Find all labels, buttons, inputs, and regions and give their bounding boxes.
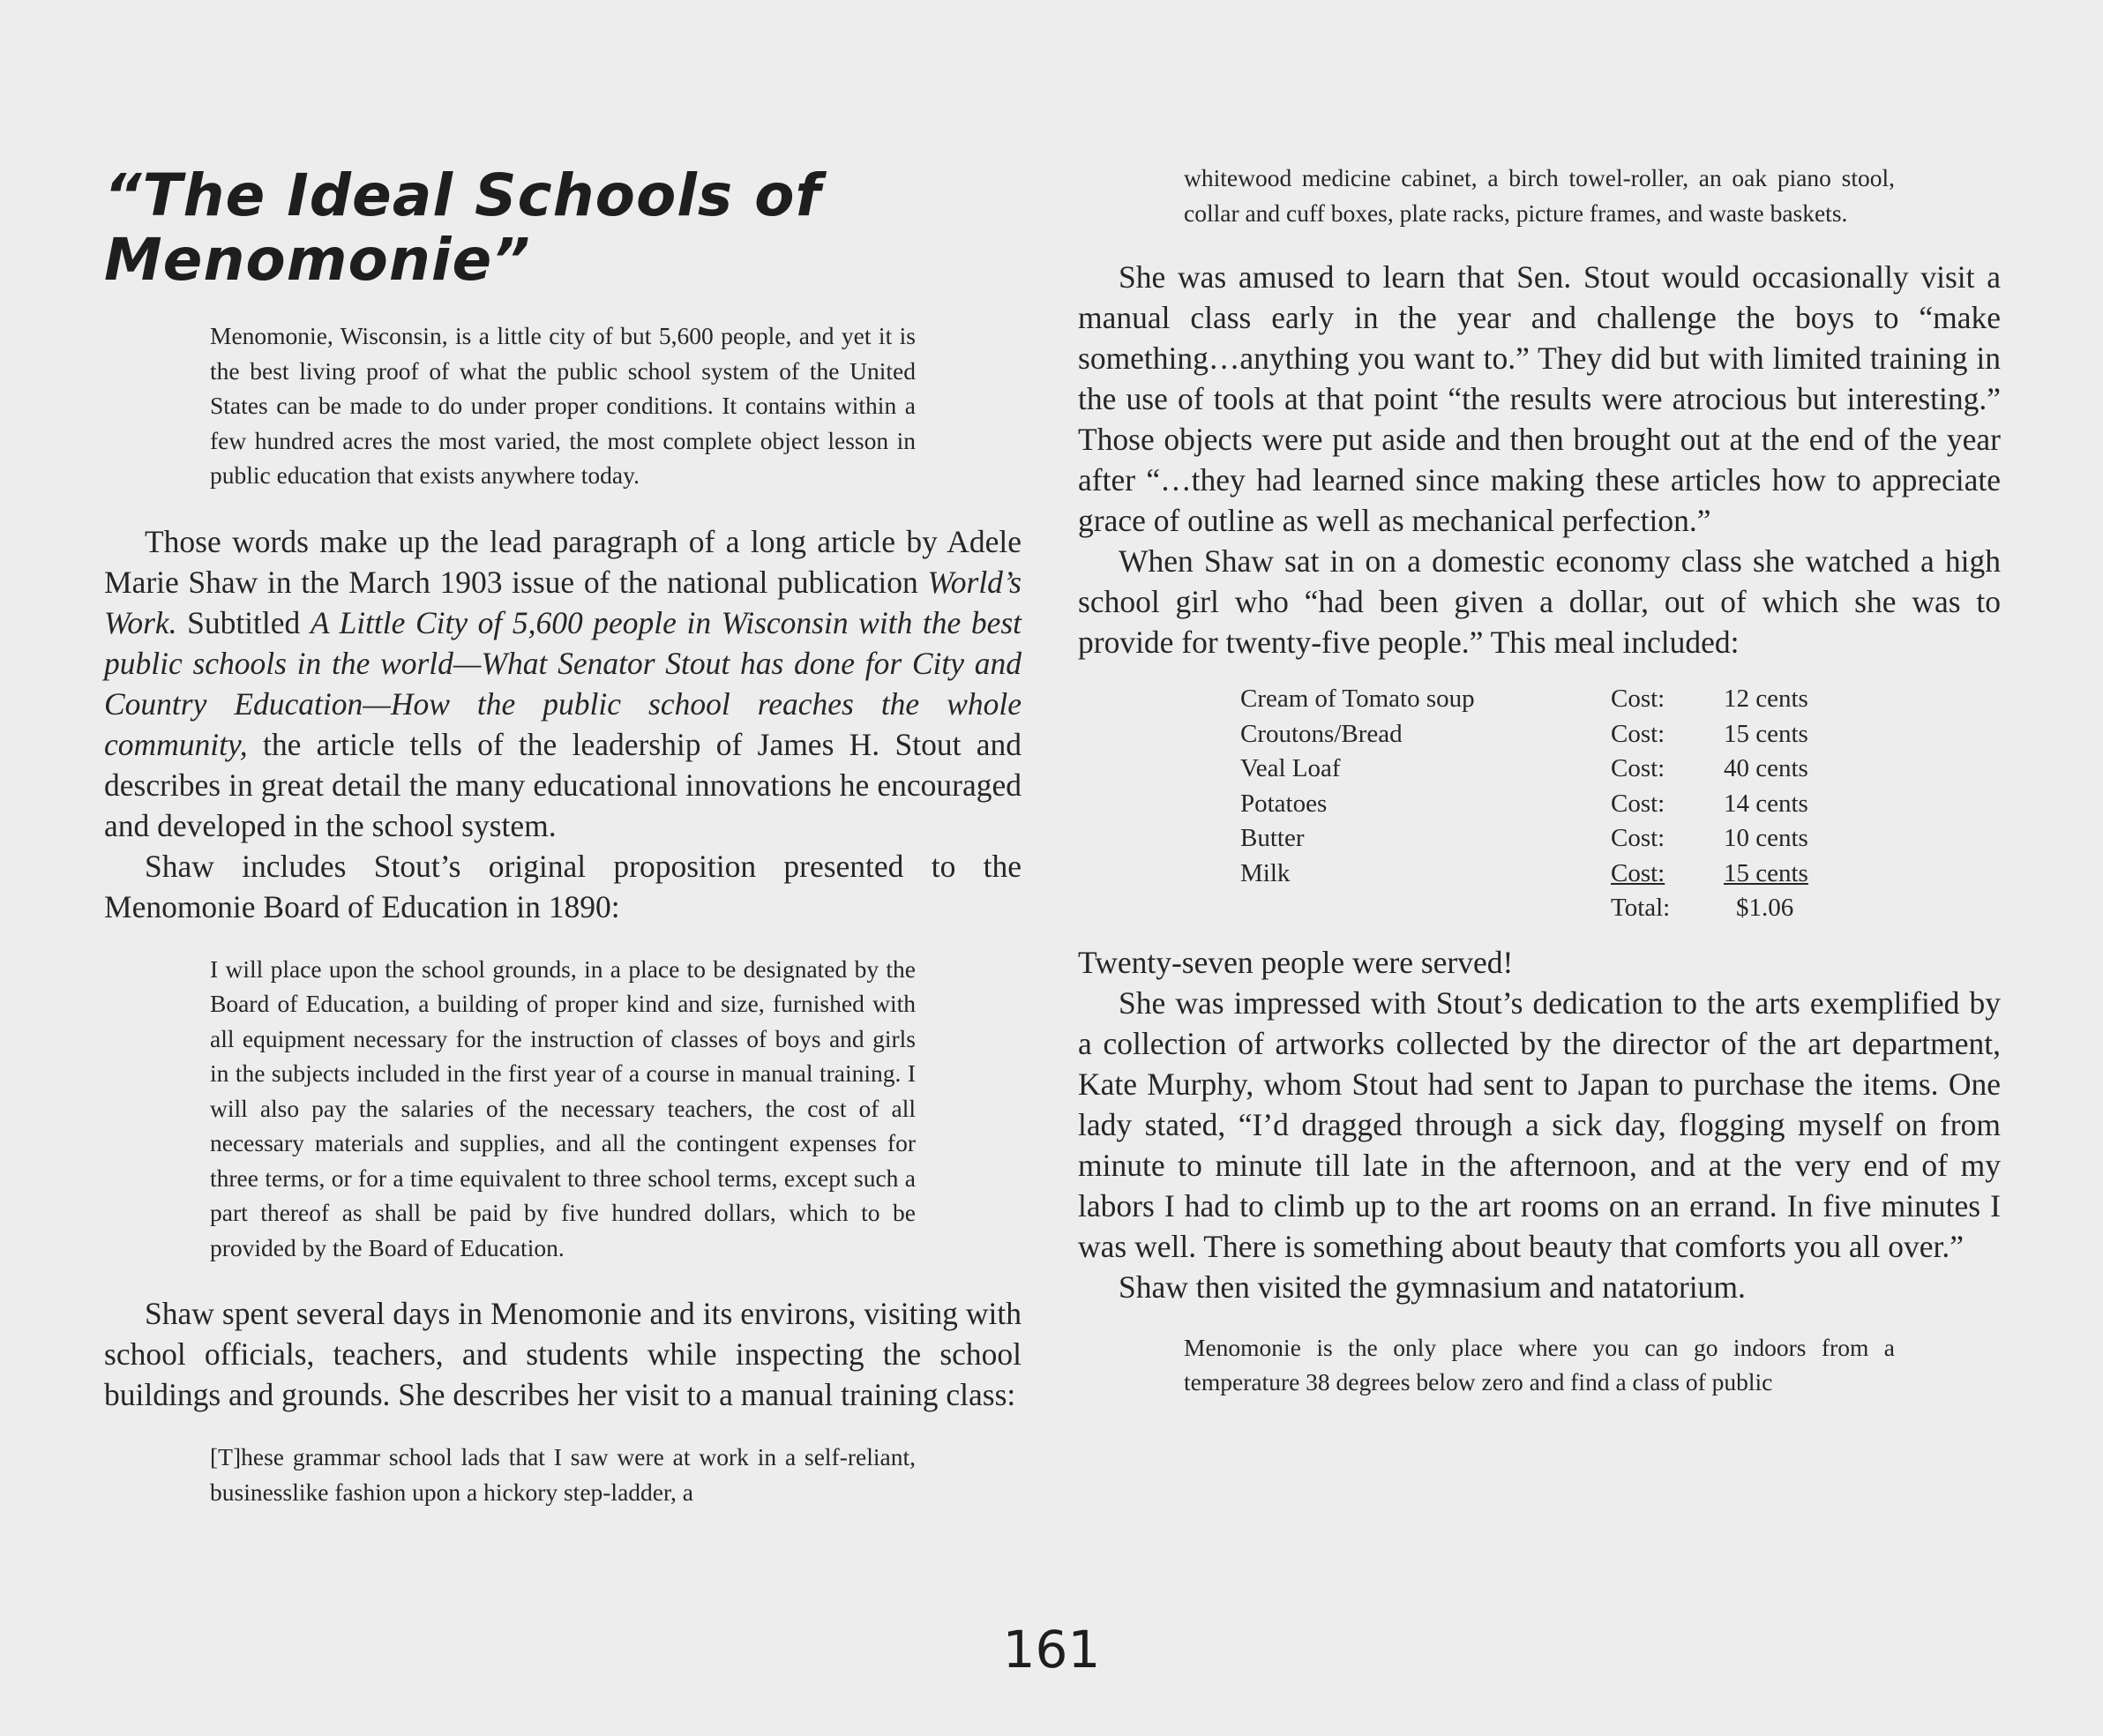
- meal-item: Veal Loaf: [1240, 754, 1341, 782]
- cost-label: Cost:: [1611, 754, 1665, 782]
- paragraph-served: Twenty-seven people were served!: [1078, 944, 1514, 980]
- chapter-title: “The Ideal Schools of Menomonie”: [104, 161, 822, 294]
- cost-label-text: Cost:: [1611, 858, 1665, 887]
- cost-amount: 12 cents: [1724, 685, 1808, 713]
- meal-cost-table: [1240, 682, 1851, 926]
- page-number: 161: [1002, 1620, 1101, 1680]
- table-row: [1240, 857, 1851, 892]
- table-row-total: [1240, 891, 1851, 926]
- table-row: [1240, 717, 1851, 752]
- total-amount: $1.06: [1736, 894, 1794, 922]
- meal-item: Milk: [1240, 858, 1291, 887]
- table-row: [1240, 682, 1851, 717]
- paragraph-arts: She was impressed with Stout’s dedication to the arts exemplified by a collection of artworks collected by the director of the art department, Kate Murphy, whom Stout had sent to Japan to purchase the items. One lady stated, “I’d dragged through a sick day, flogging myself on from minute to minute till late in the afternoon, and at the very end of my labors I had to climb up to the art rooms on an errand. In five minutes I was well. There is something about beauty that comforts you all over.”: [1078, 984, 2001, 1264]
- meal-item: Butter: [1240, 824, 1305, 852]
- publication-name: World’s Work.: [104, 564, 1022, 640]
- block-quote-intro: Menomonie, Wisconsin, is a little city of but 5,600 people, and yet it is the best living proof of what the public school system of the United States can be made to do under proper conditions. It contains within a few hundred acres the most varied, the most complete object lesson in public education that exists anywhere today.: [210, 322, 916, 490]
- paragraph-gymnasium: Shaw then visited the gymnasium and natatorium.: [1119, 1268, 1746, 1305]
- text-span: the article tells of the leadership of James H. Stout and describes in great detail the many educational innovations he encouraged and developed in the school system.: [104, 726, 1022, 843]
- cost-label: Cost:: [1611, 789, 1665, 818]
- block-quote-manual-training: [T]hese grammar school lads that I saw were at work in a self-reliant, businesslike fashion upon a hickory step-ladder, a: [210, 1443, 916, 1506]
- table-row: [1240, 787, 1851, 822]
- block-quote-natatorium: Menomonie is the only place where you can go indoors from a temperature 38 degrees below zero and find a class of public: [1184, 1333, 1895, 1396]
- cost-amount: 15 cents: [1724, 719, 1808, 748]
- cost-label: [1611, 857, 1724, 892]
- meal-item: Croutons/Bread: [1240, 719, 1403, 748]
- block-quote-proposition: I will place upon the school grounds, in a place to be designated by the Board of Education, a building of proper kind and size, furnished with all equipment necessary for the instruction of classes of boys and girls in the subjects included in the first year of a course in manual training. I will also pay the salaries of the necessary teachers, the cost of all necessary materials and supplies, and all the contingent expenses for three terms, or for a time equivalent to three school terms, except such a part thereof as shall be paid by five hundred dollars, which to be provided by the Board of Education.: [210, 954, 916, 1261]
- paragraph-lead: [104, 521, 1022, 846]
- paragraph-domestic-economy: When Shaw sat in on a domestic economy class she watched a high school girl who “had been given a dollar, out of which she was to provide for twenty-five people.” This meal included:: [1078, 543, 2001, 660]
- text-span: Subtitled: [176, 604, 311, 640]
- meal-item: Potatoes: [1240, 789, 1328, 818]
- block-quote-continued: whitewood medicine cabinet, a birch towel-roller, an oak piano stool, collar and cuff boxes, plate racks, picture frames, and waste baskets.: [1184, 164, 1895, 227]
- paragraph-visit: Shaw spent several days in Menomonie and its environs, visiting with school officials, teachers, and students while inspecting the school buildings and grounds. She describes her visit to a manual training class:: [104, 1296, 1022, 1413]
- empty-cell: [1240, 891, 1611, 926]
- table-row: [1240, 821, 1851, 857]
- right-column: [1078, 161, 2001, 1418]
- left-column: [104, 161, 1022, 1527]
- cost-amount-text: 15 cents: [1724, 858, 1808, 887]
- total-label: Total:: [1611, 894, 1671, 922]
- meal-item: Cream of Tomato soup: [1240, 685, 1475, 713]
- text-span: Those words make up the lead paragraph of a long article by Adele Marie Shaw in the March 1903 issue of the national publication: [104, 523, 1022, 600]
- cost-label: Cost:: [1611, 719, 1665, 748]
- paragraph-proposition: Shaw includes Stout’s original proposition presented to the Menomonie Board of Education in 1890:: [104, 848, 1022, 924]
- cost-amount: 10 cents: [1724, 824, 1808, 852]
- cost-label: Cost:: [1611, 824, 1665, 852]
- cost-amount: 14 cents: [1724, 789, 1808, 818]
- paragraph-challenge: She was amused to learn that Sen. Stout would occasionally visit a manual class early in the year and challenge the boys to “make something…anything you want to.” They did but with limited training in the use of tools at that point “the results were atrocious but interesting.” Those objects were put aside and then brought out at the end of the year after “…they had learned since making these articles how to appreciate grace of outline as well as mechanical perfection.”: [1078, 259, 2001, 538]
- cost-amount: [1724, 857, 1851, 892]
- article-subtitle: A Little City of 5,600 people in Wisconsin with the best public schools in the world—What Senator Stout has done for City and Country Education—How the public school reaches the whole community,: [104, 604, 1022, 762]
- table-row: [1240, 752, 1851, 787]
- cost-label: Cost:: [1611, 685, 1665, 713]
- cost-amount: 40 cents: [1724, 754, 1808, 782]
